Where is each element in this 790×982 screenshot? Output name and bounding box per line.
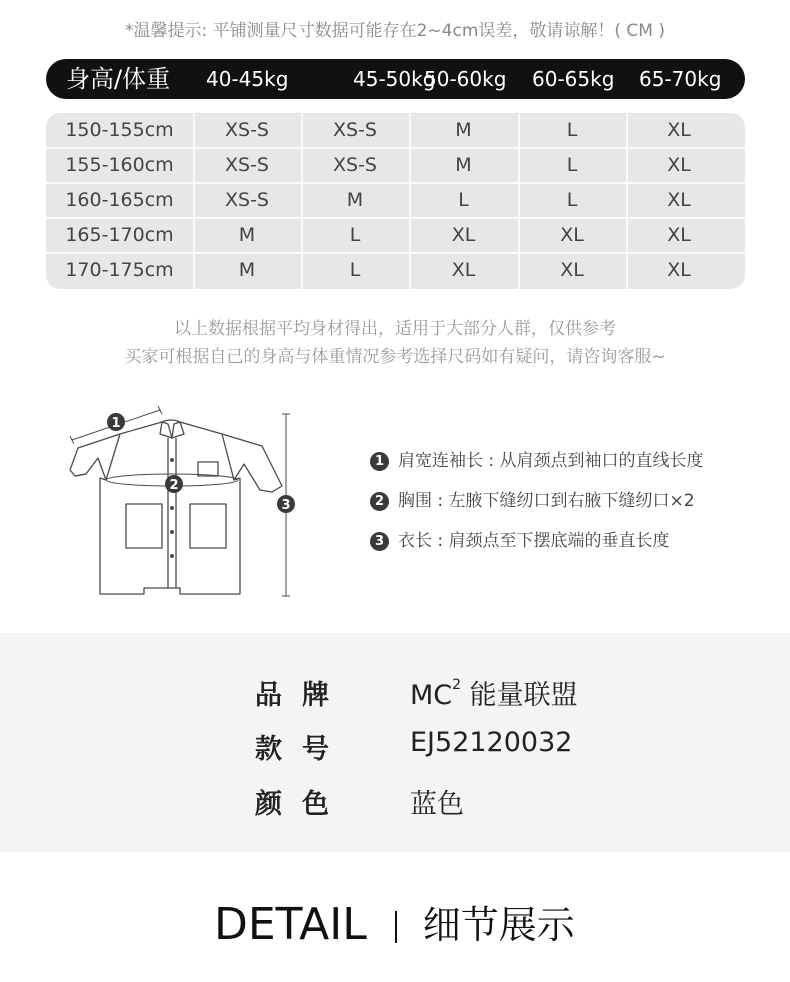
height-cell: 155-160cm xyxy=(65,154,174,176)
table-row xyxy=(46,183,745,218)
size-cell: XL xyxy=(667,224,691,246)
table-row xyxy=(46,148,745,183)
height-cell: 160-165cm xyxy=(65,189,174,211)
row-divider xyxy=(46,147,745,149)
size-cell: L xyxy=(566,119,578,141)
weight-col-3: 50-60kg xyxy=(424,67,507,91)
size-cell: L xyxy=(566,154,578,176)
size-cell: XS-S xyxy=(225,154,269,176)
legend-number: 3 xyxy=(370,532,389,551)
product-info-panel xyxy=(0,633,790,852)
col-divider xyxy=(518,113,520,289)
caption-line-2: 买家可根据自己的身高与体重情况参考选择尺码如有疑问，请咨询客服~ xyxy=(124,347,666,367)
size-cell: L xyxy=(566,189,578,211)
size-cell: M xyxy=(455,154,472,176)
height-cell: 165-170cm xyxy=(65,224,174,246)
legend-number: 1 xyxy=(370,452,389,471)
row-divider xyxy=(46,252,745,254)
legend-text: 衣长 : 肩颈点至下摆底端的垂直长度 xyxy=(398,531,670,551)
brand-value-prefix: MC xyxy=(410,680,453,711)
brand-value xyxy=(410,673,578,712)
marker-3: 3 xyxy=(281,498,291,513)
measurement-legend-item xyxy=(370,530,670,552)
size-cell: XS-S xyxy=(333,154,377,176)
col-divider xyxy=(409,113,411,289)
height-cell: 150-155cm xyxy=(65,119,174,141)
marker-1: 1 xyxy=(111,416,121,431)
color-label: 颜色 xyxy=(255,789,349,820)
detail-heading xyxy=(214,898,575,952)
col-divider xyxy=(193,113,195,289)
detail-divider xyxy=(395,911,397,943)
size-cell: XS-S xyxy=(333,119,377,141)
table-row xyxy=(46,113,745,148)
header-label: 身高/体重 xyxy=(66,65,171,93)
weight-col-1: 40-45kg xyxy=(206,67,289,91)
table-row xyxy=(46,218,745,253)
row-divider xyxy=(46,217,745,219)
legend-text: 肩宽连袖长 : 从肩颈点到袖口的直线长度 xyxy=(398,451,704,471)
size-cell: XL xyxy=(667,154,691,176)
size-table-header xyxy=(46,59,745,99)
brand-value-sup: 2 xyxy=(452,677,462,693)
caption-line-1: 以上数据根据平均身材得出，适用于大部分人群，仅供参考 xyxy=(174,319,616,339)
size-cell: XL xyxy=(560,259,584,281)
size-cell: M xyxy=(238,224,256,246)
size-cell: M xyxy=(346,189,364,211)
weight-col-5: 65-70kg xyxy=(639,67,722,91)
weight-col-2: 45-50kg xyxy=(353,67,436,91)
measurement-legend-item xyxy=(370,450,704,472)
brand-value-suffix: 能量联盟 xyxy=(461,680,578,711)
size-cell: XS-S xyxy=(225,189,269,211)
legend-number: 2 xyxy=(370,492,389,511)
size-cell: XS-S xyxy=(225,119,269,141)
col-divider xyxy=(626,113,628,289)
robe-measurement-diagram xyxy=(60,400,310,605)
size-cell: L xyxy=(349,259,361,281)
detail-heading-cn: 细节展示 xyxy=(422,903,575,947)
weight-col-4: 60-65kg xyxy=(532,67,615,91)
size-cell: L xyxy=(349,224,361,246)
measurement-legend-item xyxy=(370,490,695,512)
brand-label: 品牌 xyxy=(255,680,349,711)
marker-2: 2 xyxy=(169,478,179,493)
size-cell: L xyxy=(458,189,469,211)
size-table-grid xyxy=(46,113,745,289)
legend-text: 胸围 : 左腋下缝纫口到右腋下缝纫口×2 xyxy=(398,491,695,511)
style-value: EJ52120032 xyxy=(410,727,573,758)
style-label: 款号 xyxy=(255,734,349,765)
size-cell: M xyxy=(455,119,472,141)
size-cell: M xyxy=(238,259,256,281)
row-divider xyxy=(46,182,745,184)
height-cell: 170-175cm xyxy=(65,259,174,281)
size-cell: XL xyxy=(451,224,476,246)
size-cell: XL xyxy=(667,259,691,281)
size-cell: XL xyxy=(560,224,584,246)
size-cell: XL xyxy=(667,119,691,141)
col-divider xyxy=(301,113,303,289)
size-cell: XL xyxy=(451,259,476,281)
table-row xyxy=(46,253,745,288)
size-cell: XL xyxy=(667,189,691,211)
color-value: 蓝色 xyxy=(410,789,464,820)
measurement-disclaimer: *温馨提示: 平铺测量尺寸数据可能存在2~4cm误差，敬请谅解！( CM ) xyxy=(124,21,666,41)
detail-heading-en: DETAIL xyxy=(214,899,367,950)
